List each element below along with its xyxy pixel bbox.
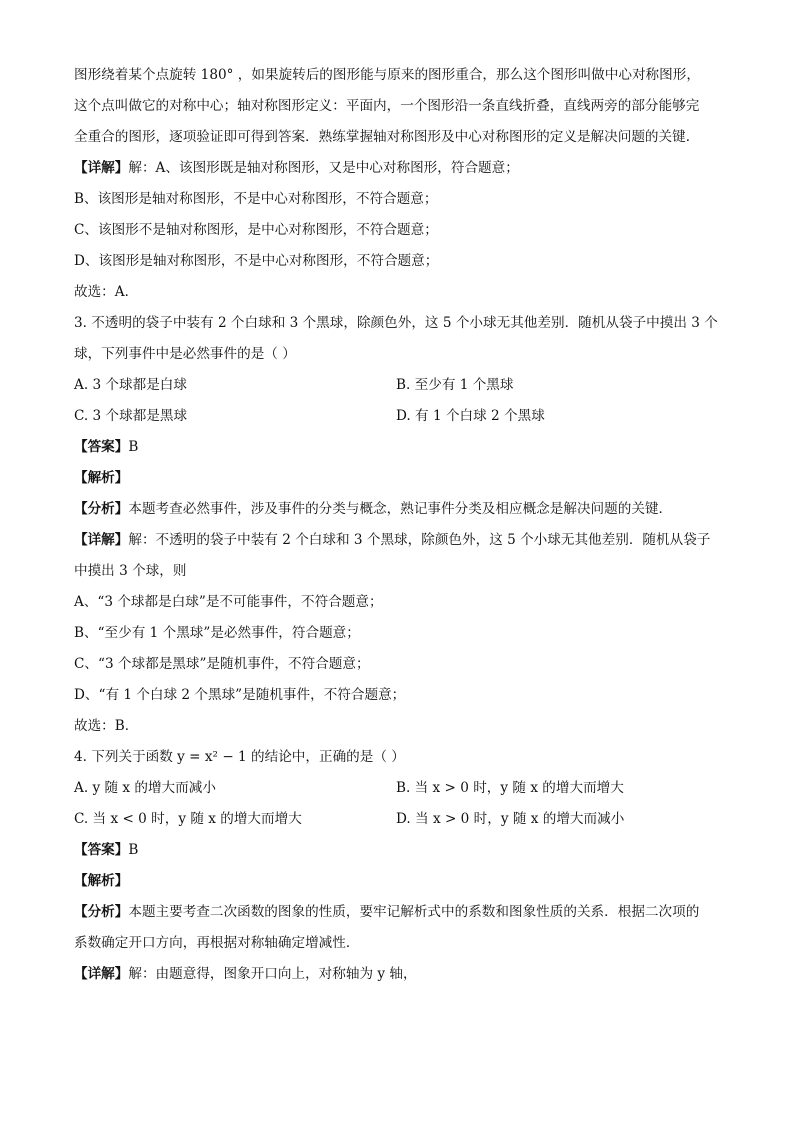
q3-option-d: D. 有 1 个白球 2 个黑球 [396,408,545,424]
q4-options-row-2 [74,804,724,835]
q2-choice: 故选：A． [74,284,139,300]
q2-detail-text: 解：A、该图形既是轴对称图形，又是中心对称图形，符合题意； [128,160,519,176]
q3-detail-line-2: 中摸出 3 个球，则 [74,563,187,579]
q4-fenxi-text-1: 本题主要考查二次函数的图象的性质，要牢记解析式中的系数和图象性质的关系．根据二次项的 [128,904,700,920]
q4-fenxi-line-2: 系数确定开口方向，再根据对称轴确定增减性． [74,935,360,951]
q4-stem: 4. 下列关于函数 y = x² − 1 的结论中，正确的是（ ） [74,749,405,765]
q4-option-d: D. 当 x > 0 时，y 随 x 的增大而减小 [396,811,625,827]
q4-option-a: A. y 随 x 的增大而减小 [74,780,216,796]
q4-detail-text: 解：由题意得，图象开口向上，对称轴为 y 轴， [128,966,417,982]
q3-analysis-tag: 【解析】 [74,470,129,486]
q3-detail-c: C、“3 个球都是黑球”是随机事件，不符合题意； [74,656,370,672]
q4-fenxi-line-1 [74,897,724,928]
q3-stem-line-2: 球，下列事件中是必然事件的是（ ） [74,346,296,362]
q4-answer: B [128,842,139,858]
q4-answer-line [74,835,724,866]
document-page [74,60,724,990]
q4-analysis-tag: 【解析】 [74,873,129,889]
q2-explanation-line-2: 这个点叫做它的对称中心；轴对称图形定义：平面内，一个图形沿一条直线折叠，直线两旁的部分能够完 [74,98,700,114]
q3-option-b: B. 至少有 1 个黑球 [396,377,514,393]
q3-fenxi-tag: 【分析】 [74,501,129,517]
q4-detail-line [74,959,724,990]
q4-fenxi-tag: 【分析】 [74,904,129,920]
q3-stem-line-1: 3. 不透明的袋子中装有 2 个白球和 3 个黑球，除颜色外，这 5 个小球无其他差别．随机从袋子中摸出 3 个 [74,315,718,331]
q2-detail-d: D、该图形是轴对称图形，不是中心对称图形，不符合题意； [74,253,439,269]
q3-options-row-1 [74,370,724,401]
q2-detail-b: B、该图形是轴对称图形，不是中心对称图形，不符合题意； [74,191,438,207]
q3-detail-a: A、“3 个球都是白球”是不可能事件，不符合题意； [74,594,383,610]
q3-detail-line-1 [74,525,724,556]
q3-detail-tag: 【详解】 [74,532,129,548]
q3-fenxi-text: 本题考查必然事件，涉及事件的分类与概念，熟记事件分类及相应概念是解决问题的关键． [128,501,673,517]
q4-option-c: C. 当 x < 0 时，y 随 x 的增大而增大 [74,811,302,827]
q3-option-c: C. 3 个球都是黑球 [74,408,188,424]
q4-option-b: B. 当 x > 0 时，y 随 x 的增大而增大 [396,780,624,796]
q3-answer: B [128,439,139,455]
q2-explanation-line-1: 图形绕着某个点旋转 180° ，如果旋转后的图形能与原来的图形重合，那么这个图形叫做中心对称图形， [74,67,700,83]
q2-detail-line [74,153,724,184]
q3-detail-b: B、“至少有 1 个黑球”是必然事件，符合题意； [74,625,360,641]
q3-options-row-2 [74,401,724,432]
q3-answer-line [74,432,724,463]
q3-detail-d: D、“有 1 个白球 2 个黑球”是随机事件，不符合题意； [74,687,406,703]
q3-fenxi-line [74,494,724,525]
q4-answer-tag: 【答案】 [74,842,129,858]
q2-detail-tag: 【详解】 [74,160,129,176]
q3-choice: 故选：B． [74,718,139,734]
q3-answer-tag: 【答案】 [74,439,129,455]
q2-explanation-line-3: 全重合的图形，逐项验证即可得到答案．熟练掌握轴对称图形及中心对称图形的定义是解决问题的关键． [74,129,700,145]
q4-options-row-1 [74,773,724,804]
q2-detail-c: C、该图形不是轴对称图形，是中心对称图形，不符合题意； [74,222,438,238]
q3-detail-text-1: 解：不透明的袋子中装有 2 个白球和 3 个黑球，除颜色外，这 5 个小球无其他差别．随机从袋子 [128,532,711,548]
q4-detail-tag: 【详解】 [74,966,129,982]
q3-option-a: A. 3 个球都是白球 [74,377,187,393]
